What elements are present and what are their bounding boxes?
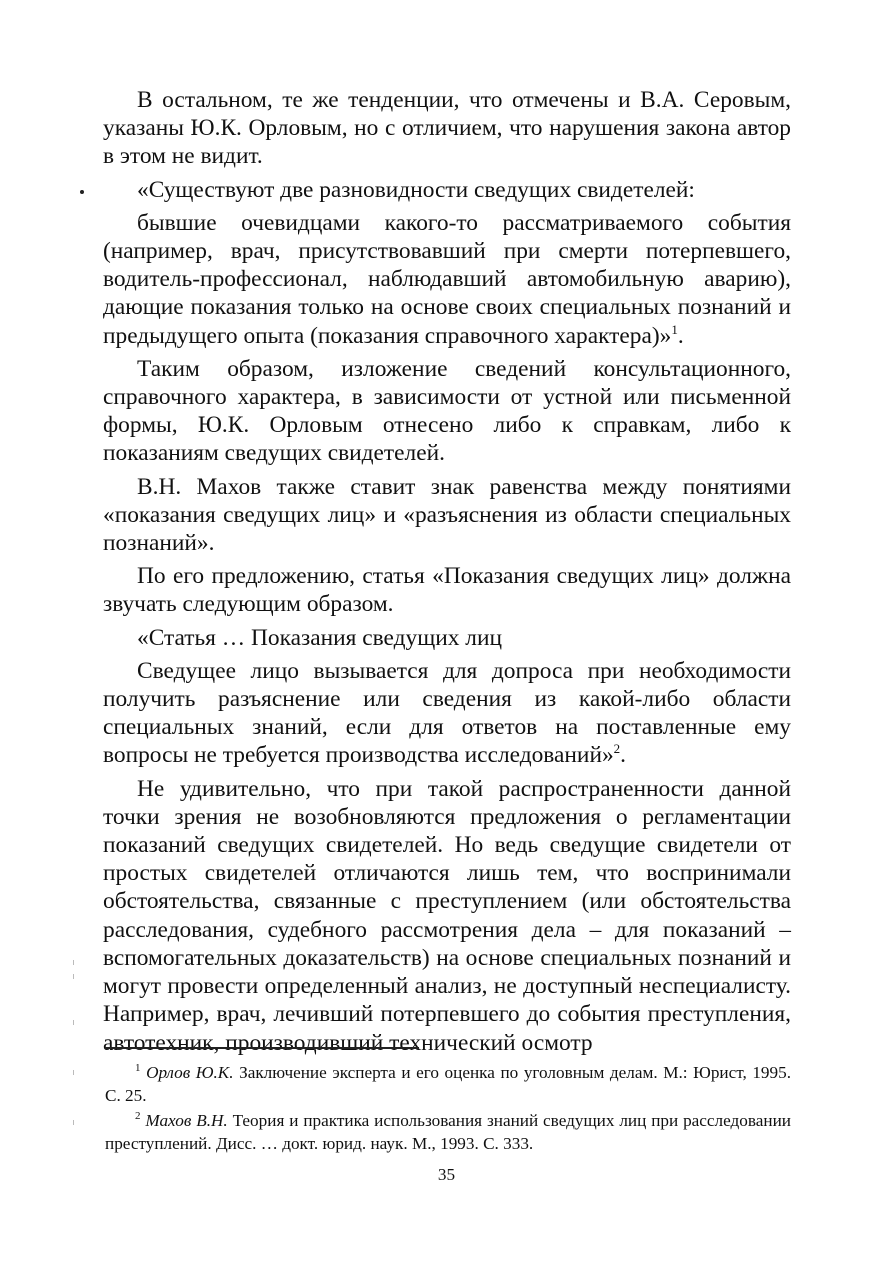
margin-scan-marks xyxy=(70,960,78,1160)
paragraph-text: В.Н. Махов также ставит знак равенства между понятиями «показания сведущих лиц» и «разъяснения из области специальных познаний». xyxy=(103,473,791,557)
footnote-text: Теория и практика использования знаний сведущих лиц при расследовании преступлений. Дисс. … докт. юрид. наук. М., 1993. С. 333. xyxy=(105,1111,791,1153)
paragraph xyxy=(103,355,791,468)
paragraph xyxy=(103,657,791,770)
paragraph xyxy=(103,86,791,171)
paragraph-text: Сведущее лицо вызывается для допроса при необходимости получить разъяснение или сведения из какой-либо области специальных знаний, если для ответов на поставленные ему вопросы не требуется производства исследований» xyxy=(103,657,791,769)
footnote-mark: 1 xyxy=(135,1062,141,1074)
footnote xyxy=(105,1062,791,1107)
footnote-ref[interactable]: 1 xyxy=(671,321,678,337)
paragraph-tail: . xyxy=(677,322,684,349)
page-number: 35 xyxy=(437,1165,456,1184)
paragraph xyxy=(103,209,791,350)
margin-dot xyxy=(80,190,84,194)
paragraph-text: бывшие очевидцами какого-то рассматриваемого события (например, врач, присутствовавший при смерти потерпевшего, водитель-профессионал, наблюдавший автомобильную аварию), дающие показания только на основе своих специальных познаний и предыдущего опыта (показания справочного характера)» xyxy=(103,209,791,349)
paragraph-text: По его предложению, статья «Показания сведущих лиц» должна звучать следующим образом. xyxy=(103,563,791,618)
footnote-author: Махов В.Н. xyxy=(145,1111,228,1130)
paragraph xyxy=(103,473,791,558)
paragraph-text: Не удивительно, что при такой распространенности данной точки зрения не возобновляются предложения о регламентации показаний сведущих свидетелей. Но ведь сведущие свидетели от простых свидетелей отличаются лишь тем, что воспринимали обстоятельства, связанные с преступлением (или обстоятельства расследования, судебного рассмотрения дела – для показаний – вспомогательных доказательств) на основе специальных познаний и могут провести определенный анализ, не доступный неспециалисту. Например, врач, лечивший потерпевшего до события преступления, автотехник, производивший технический осмотр xyxy=(103,775,791,1056)
footnote-ref[interactable]: 2 xyxy=(613,741,621,757)
footnote-divider xyxy=(105,1047,419,1049)
paragraph-text: В остальном, те же тенденции, что отмечены и В.А. Серовым, указаны Ю.К. Орловым, но с отличием, что нарушения закона автор в этом не видит. xyxy=(103,87,791,170)
paragraph xyxy=(103,562,791,618)
footnote-author: Орлов Ю.К. xyxy=(146,1063,234,1082)
paragraph-text: «Существуют две разновидности сведущих свидетелей: xyxy=(137,176,695,203)
paragraph xyxy=(103,176,791,204)
main-text xyxy=(103,86,791,1062)
paragraph-tail: . xyxy=(620,742,627,769)
paragraph xyxy=(103,624,791,652)
paragraph xyxy=(103,775,791,1057)
footnote-mark: 2 xyxy=(135,1110,141,1122)
paragraph-text: «Статья … Показания сведущих лиц xyxy=(137,624,502,651)
footnote xyxy=(105,1110,791,1155)
footnote-text: Заключение эксперта и его оценка по уголовным делам. М.: Юрист, 1995. С. 25. xyxy=(105,1063,791,1105)
footnotes xyxy=(105,1062,791,1158)
paragraph-text: Таким образом, изложение сведений консультационного, справочного характера, в зависимости от устной или письменной формы, Ю.К. Орловым отнесено либо к справкам, либо к показаниям сведущих свидетелей. xyxy=(103,355,791,467)
